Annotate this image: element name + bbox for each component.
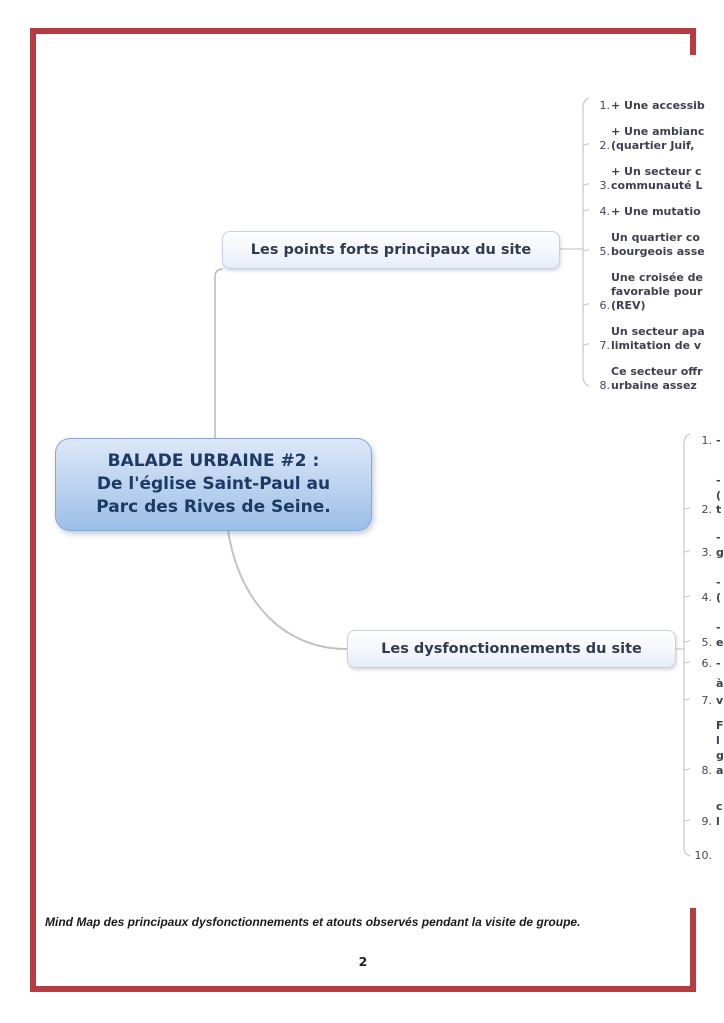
item-text: urbaine assez: [611, 379, 697, 392]
item-text: -: [716, 576, 721, 589]
item-text: favorable pour: [611, 285, 703, 298]
list-item-line: [36, 636, 724, 649]
item-number: 10.: [694, 849, 712, 862]
list-item-line: [36, 99, 724, 112]
branch-label: Les dysfonctionnements du site: [381, 641, 642, 657]
list-item-line: [36, 434, 724, 447]
item-number: 2.: [599, 139, 610, 152]
list-item-line: [36, 849, 724, 862]
item-text: l: [716, 815, 720, 828]
list-item-line: [36, 764, 724, 777]
list-item-line: [36, 503, 724, 516]
item-text: limitation de v: [611, 339, 702, 352]
page-border-bottom: [30, 986, 696, 992]
list-item-line: [36, 365, 724, 378]
list-item-line: [36, 179, 724, 192]
list-item-line: [36, 299, 724, 312]
root-node-line: BALADE URBAINE #2 :: [107, 451, 320, 472]
list-item-line: [36, 657, 724, 670]
item-number: 1.: [701, 434, 712, 447]
list-item-line: [36, 677, 724, 690]
item-text: communauté L: [611, 179, 703, 192]
branch-label: Les points forts principaux du site: [250, 242, 532, 258]
item-text: (quartier Juif,: [611, 139, 695, 152]
list-item-line: [36, 489, 724, 502]
root-node-line: Parc des Rives de Seine.: [96, 496, 331, 517]
page-border-top: [30, 28, 696, 34]
item-text: -: [716, 434, 721, 447]
item-number: 3.: [599, 179, 610, 192]
list-item-line: [36, 474, 724, 487]
list-item-line: [36, 734, 724, 747]
list-item-line: [36, 800, 724, 813]
item-text: (: [716, 489, 722, 502]
item-text: à: [716, 677, 724, 690]
item-number: 1.: [599, 99, 610, 112]
item-text: c: [716, 800, 723, 813]
page-number: 2: [358, 954, 368, 969]
list-item-line: [36, 165, 724, 178]
item-text: Un secteur apa: [611, 325, 705, 338]
item-text: + Une mutatio: [611, 205, 701, 218]
list-item-line: [36, 719, 724, 732]
item-text: + Un secteur c: [611, 165, 702, 178]
list-item-line: [36, 271, 724, 284]
list-item-line: [36, 125, 724, 138]
item-text: (REV): [611, 299, 646, 312]
list-item-line: [36, 815, 724, 828]
list-item-line: [36, 591, 724, 604]
list-item-line: [36, 245, 724, 258]
item-text: -: [716, 474, 721, 487]
list-item-line: [36, 325, 724, 338]
item-text: + Une accessib: [611, 99, 705, 112]
mindmap-figure: [36, 55, 724, 908]
item-number: 7.: [701, 694, 712, 707]
item-number: 2.: [701, 503, 712, 516]
item-text: Un quartier co: [611, 231, 700, 244]
list-item-line: [36, 285, 724, 298]
item-number: 4.: [599, 205, 610, 218]
item-text: Une croisée de: [611, 271, 703, 284]
item-text: g: [716, 749, 724, 762]
figure-caption: Mind Map des principaux dysfonctionnements et atouts observés pendant la visite de groupe.: [45, 915, 581, 929]
root-node-line: De l'église Saint-Paul au: [96, 474, 331, 495]
item-text: -: [716, 531, 721, 544]
item-number: 3.: [701, 546, 712, 559]
list-item-line: [36, 231, 724, 244]
item-text: F: [716, 719, 724, 732]
item-text: -: [716, 657, 721, 670]
item-number: 8.: [599, 379, 610, 392]
item-number: 8.: [701, 764, 712, 777]
item-text: a: [716, 764, 724, 777]
list-item-line: [36, 139, 724, 152]
item-text: g: [716, 546, 724, 559]
item-number: 4.: [701, 591, 712, 604]
item-text: e: [716, 636, 724, 649]
list-item-line: [36, 749, 724, 762]
list-item-line: [36, 205, 724, 218]
item-number: 9.: [701, 815, 712, 828]
list-item-line: [36, 694, 724, 707]
item-number: 6.: [701, 657, 712, 670]
item-number: 7.: [599, 339, 610, 352]
item-number: 6.: [599, 299, 610, 312]
item-text: + Une ambianc: [611, 125, 705, 138]
item-text: Ce secteur offr: [611, 365, 703, 378]
list-item-line: [36, 576, 724, 589]
item-text: (: [716, 591, 722, 604]
list-item-line: [36, 531, 724, 544]
item-number: 5.: [701, 636, 712, 649]
item-text: t: [716, 503, 722, 516]
item-text: v: [716, 694, 724, 707]
item-text: bourgeois asse: [611, 245, 705, 258]
list-item-line: [36, 546, 724, 559]
item-text: l: [716, 734, 720, 747]
item-number: 5.: [599, 245, 610, 258]
list-item-line: [36, 621, 724, 634]
list-item-line: [36, 379, 724, 392]
item-text: -: [716, 621, 721, 634]
list-item-line: [36, 339, 724, 352]
